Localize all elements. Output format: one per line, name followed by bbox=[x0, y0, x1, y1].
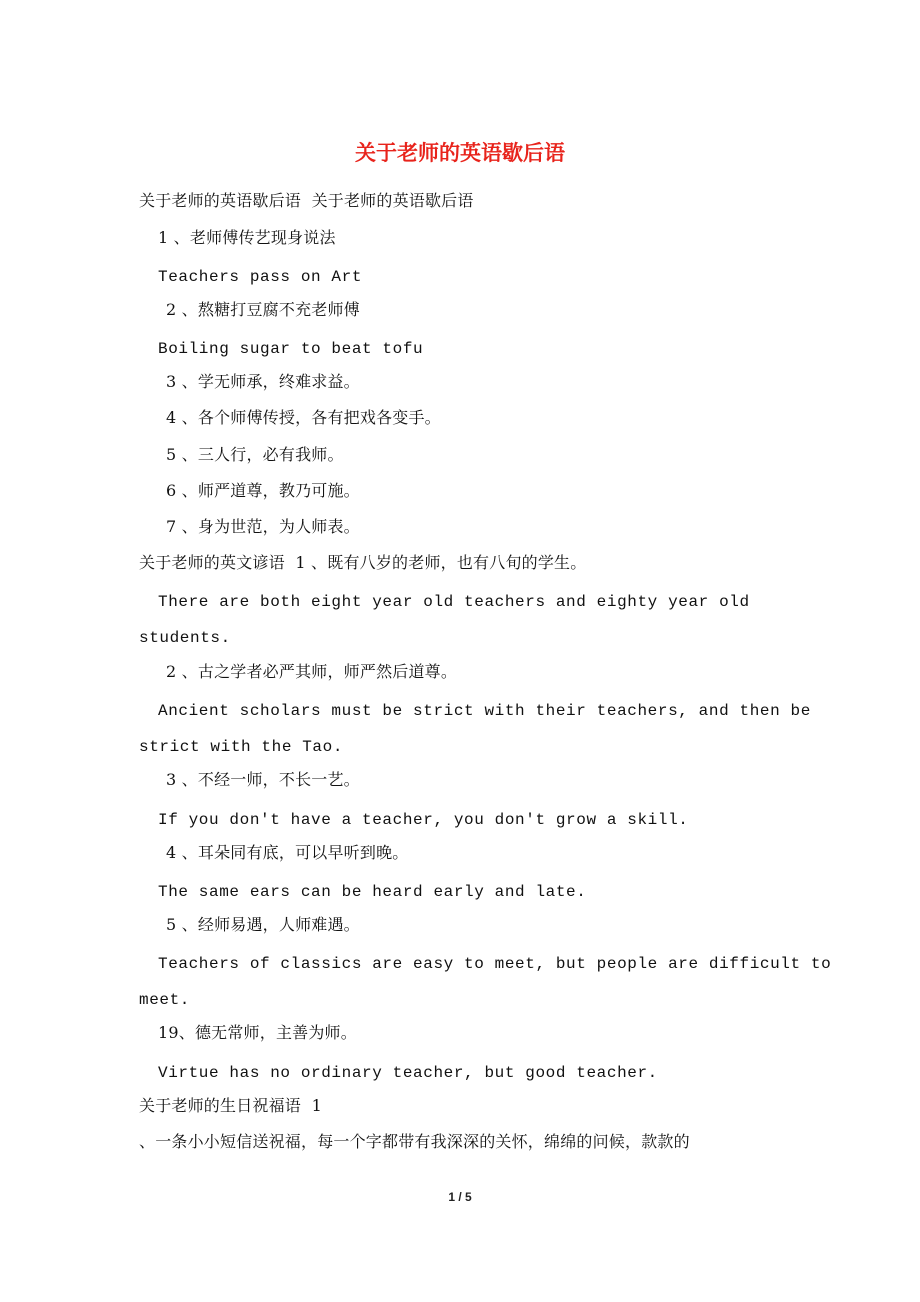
text-line: Virtue has no ordinary teacher, but good teacher. bbox=[158, 1064, 658, 1082]
text-line: 2 、熬糖打豆腐不充老师傅 bbox=[166, 300, 360, 319]
text-line: Boiling sugar to beat tofu bbox=[158, 340, 424, 358]
text-line: If you don't have a teacher, you don't grow a skill. bbox=[158, 811, 689, 829]
text-line: students. bbox=[139, 629, 231, 647]
text-line: 7 、身为世范，为人师表。 bbox=[166, 517, 360, 536]
text-line: 5 、三人行，必有我师。 bbox=[166, 445, 344, 464]
text-line: 4 、耳朵同有底，可以早听到晚。 bbox=[166, 843, 409, 862]
text-line: Teachers pass on Art bbox=[158, 268, 363, 286]
text-line: 、一条小小短信送祝福，每一个字都带有我深深的关怀，绵绵的问候，款款的 bbox=[139, 1132, 690, 1151]
text-line: 关于老师的英语歇后语 关于老师的英语歇后语 bbox=[139, 191, 474, 210]
text-line: 4 、各个师傅传授，各有把戏各变手。 bbox=[166, 408, 441, 427]
text-line: strict with the Tao. bbox=[139, 738, 344, 756]
document-title: 关于老师的英语歇后语 bbox=[355, 140, 565, 165]
text-line: 5 、经师易遇，人师难遇。 bbox=[166, 915, 360, 934]
text-line: 6 、师严道尊，教乃可施。 bbox=[166, 481, 360, 500]
text-line: Ancient scholars must be strict with their teachers, and then be bbox=[158, 702, 811, 720]
text-line: There are both eight year old teachers and eighty year old bbox=[158, 593, 750, 611]
text-line: 3 、学无师承，终难求益。 bbox=[166, 372, 360, 391]
page-number: 1 / 5 bbox=[448, 1190, 472, 1204]
text-line: 关于老师的生日祝福语 1 bbox=[139, 1096, 322, 1115]
text-line: The same ears can be heard early and late. bbox=[158, 883, 587, 901]
text-line: Teachers of classics are easy to meet, but people are difficult to bbox=[158, 955, 832, 973]
text-line: meet. bbox=[139, 991, 191, 1009]
text-line: 19、德无常师，主善为师。 bbox=[158, 1023, 357, 1042]
text-line: 关于老师的英文谚语 1 、既有八岁的老师，也有八旬的学生。 bbox=[139, 553, 587, 572]
text-line: 2 、古之学者必严其师，师严然后道尊。 bbox=[166, 662, 458, 681]
text-line: 1 、老师傅传艺现身说法 bbox=[158, 228, 336, 247]
text-line: 3 、不经一师，不长一艺。 bbox=[166, 770, 360, 789]
